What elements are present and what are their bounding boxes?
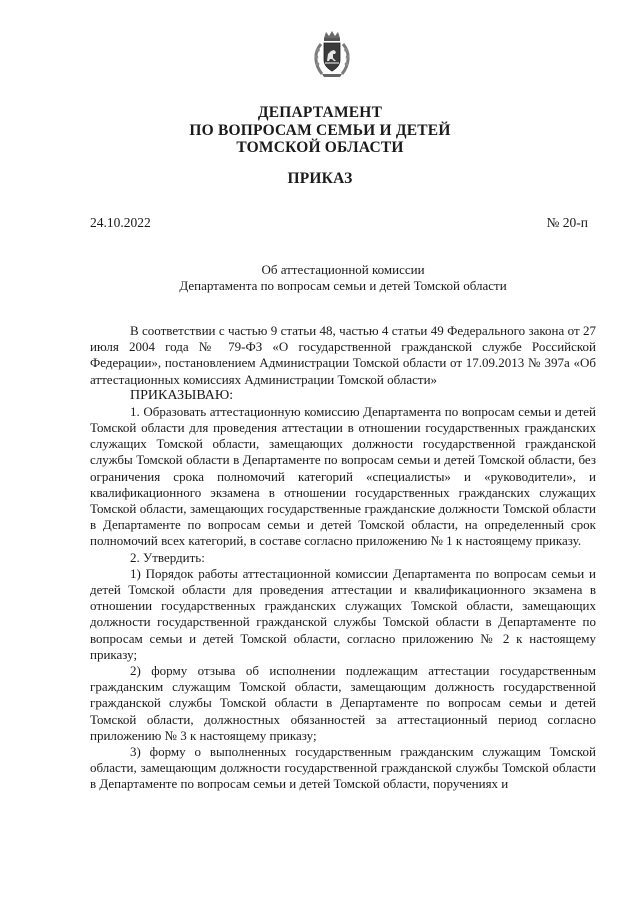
- org-line-3: ТОМСКОЙ ОБЛАСТИ: [236, 139, 404, 156]
- item-2-3-paragraph: 3) форму о выполненных государственным гражданским служащим Томской области, замещающим должности государственной гражданской службы Томской области в Департаменте по вопросам семьи и детей Томской области, поручениях и: [90, 744, 596, 792]
- document-body: [90, 323, 596, 793]
- item-2-1-paragraph: 1) Порядок работы аттестационной комиссии Департамента по вопросам семьи и детей Томской области для проведения аттестации и квалификационного экзамена в отношении государственных гражданских служащих Томской области, замещающих должности государственной гражданской службы Томской области в Департаменте по вопросам семьи и детей Томской области, согласно приложению № 2 к настоящему приказу;: [90, 565, 596, 662]
- item-2-2-paragraph: 2) форму отзыва об исполнении подлежащим аттестации государственным гражданским служащим Томской области, замещающим должность государственной гражданской службы Томской области в Департаменте по вопросам семьи и детей Томской области, должностных обязанностей за аттестационный период согласно приложению № 3 к настоящему приказу;: [90, 663, 596, 743]
- preamble-paragraph: В соответствии с частью 9 статьи 48, частью 4 статьи 49 Федерального закона от 27 июля 2004 года № 79-ФЗ «О государственной гражданской службе Российской Федерации», постановлением Администрации Томской области от 17.09.2013 № 397а «Об аттестационных комиссиях Администрации Томской области»: [90, 323, 596, 387]
- item-2-paragraph: 2. Утвердить:: [130, 549, 205, 565]
- order-word: ПРИКАЗЫВАЮ:: [130, 387, 234, 403]
- organization-name: [0, 104, 640, 157]
- document-subject: [0, 262, 640, 294]
- document-number: № 20-п: [546, 215, 588, 230]
- subject-line-2: Департамента по вопросам семьи и детей Томской области: [179, 278, 507, 293]
- org-line-2: ПО ВОПРОСАМ СЕМЬИ И ДЕТЕЙ: [189, 121, 451, 139]
- document-type: ПРИКАЗ: [287, 170, 353, 187]
- document-date: 24.10.2022: [90, 215, 151, 230]
- subject-line-1: Об аттестационной комиссии: [261, 262, 425, 277]
- coat-of-arms-icon: [312, 30, 352, 78]
- org-line-1: ДЕПАРТАМЕНТ: [257, 104, 383, 121]
- item-1-paragraph: 1. Образовать аттестационную комиссию Департамента по вопросам семьи и детей Томской области для проведения аттестации в отношении государственных гражданских служащих Томской области, замещающих должности государственной гражданской службы Томской области в Департаменте по вопросам семьи и детей Томской области, без ограничения срока полномочий категорий «специалисты» и «руководители», и квалификационного экзамена в отношении государственных гражданских служащих Томской области, замещающих государственные гражданские должности Томской области в Департаменте по вопросам семьи и детей Томской области, на определенный срок полномочий всех категорий, в составе согласно приложению № 1 к настоящему приказу.: [90, 403, 596, 549]
